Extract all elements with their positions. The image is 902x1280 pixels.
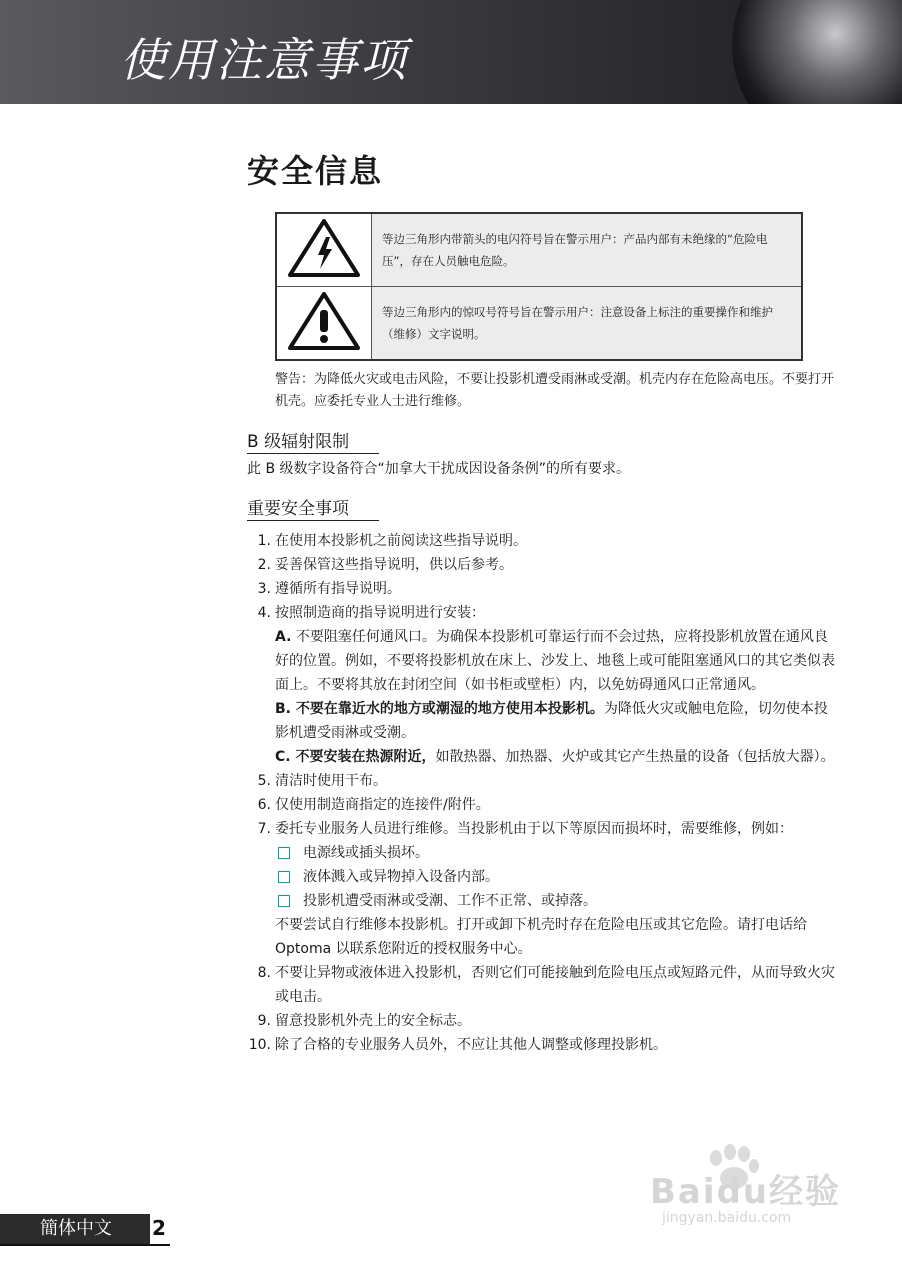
footer-divider	[0, 1244, 170, 1246]
lightning-cell	[276, 213, 372, 287]
warning-paragraph: 警告：为降低火灾或电击风险，不要让投影机遭受雨淋或受潮。机壳内存在危险高电压。不要打开机壳。应委托专业人士进行维修。	[275, 372, 835, 409]
item7-note: 不要尝试自行维修本投影机。打开或卸下机壳时存在危险电压或其它危险。请打电话给 Optoma 以联系您附近的授权服务中心。	[275, 917, 807, 957]
sub-item-c: C. 不要安装在热源附近，如散热器、加热器、火炉或其它产生热量的设备（包括放大器）。	[275, 749, 835, 765]
table-row	[276, 213, 802, 287]
list-item: 3. 遵循所有指导说明。	[257, 581, 401, 597]
lightning-description: 等边三角形内带箭头的电闪符号旨在警示用户：产品内部有未绝缘的“危险电压”，存在人员触电危险。	[372, 213, 803, 287]
checkbox-icon	[278, 895, 290, 907]
projector-lens-graphic	[732, 0, 902, 104]
list-item: 2. 妥善保管这些指导说明，供以后参考。	[257, 557, 513, 573]
exclamation-cell	[276, 287, 372, 361]
sub-item-a: A. 不要阻塞任何通风口。为确保本投影机可靠运行而不会过热，应将投影机放置在通风良好的位置。例如，不要将投影机放在床上、沙发上、地毯上或可能阻塞通风口的其它类似表面上。不要将其放在封闭空间（如书柜或壁柜）内，以免妨碍通风口正常通风。	[275, 629, 835, 693]
class-b-text: 此 B 级数字设备符合“加拿大干扰成因设备条例”的所有要求。	[247, 461, 631, 477]
exclamation-warning-icon	[286, 290, 362, 352]
exclamation-description: 等边三角形内的惊叹号符号旨在警示用户：注意设备上标注的重要操作和维护（维修）文字说明。	[372, 287, 803, 361]
footer-page-number: 2	[152, 1216, 166, 1240]
checklist-item: 投影机遭受雨淋或受潮、工作不正常、或掉落。	[275, 889, 837, 913]
checklist-item: 电源线或插头损坏。	[275, 841, 837, 865]
list-item: 10. 除了合格的专业服务人员外，不应让其他人调整或修理投影机。	[248, 1037, 667, 1053]
warning-symbols-table	[275, 212, 803, 361]
baidu-watermark	[642, 1142, 852, 1242]
important-safety-title: 重要安全事项	[247, 494, 379, 521]
list-item: 9. 留意投影机外壳上的安全标志。	[257, 1013, 471, 1029]
damage-checklist	[275, 841, 837, 913]
section-title: 安全信息	[247, 152, 384, 190]
checkbox-icon	[278, 871, 290, 883]
watermark-url: jingyan.baidu.com	[662, 1210, 792, 1226]
safety-list	[247, 529, 837, 1057]
sub-item-b: B. 不要在靠近水的地方或潮湿的地方使用本投影机。为降低火灾或触电危险，切勿使本投影机遭受雨淋或受潮。	[275, 701, 828, 741]
list-item: 5. 清洁时使用干布。	[257, 773, 387, 789]
header-banner	[0, 0, 902, 104]
class-b-title: B 级辐射限制	[247, 427, 379, 454]
main-content	[247, 140, 837, 1057]
checklist-item: 液体溅入或异物掉入设备内部。	[275, 865, 837, 889]
footer-language-label: 簡体中文	[0, 1214, 150, 1244]
table-row	[276, 287, 802, 361]
list-item: 4. 按照制造商的指导说明进行安装： A. 不要阻塞任何通风口。为确保本投影机可靠运行而不会过热，应将投影机放置在通风良好的位置。例如，不要将投影机放在床上、沙发上、地毯上或可能阻塞通风口的其它类似表面上。不要将其放在封闭空间（如书柜或壁柜）内，以免妨碍通风口正常通风。 B. 不要在靠近水的地方或潮湿的地方使用本投影机。为降低火灾或触电危险，切勿使本投影机遭受雨淋或受潮。 C. 不要安装在热源附近，如散热器、加热器、火炉或其它产生热量的设备（包括放大器）。	[247, 601, 837, 769]
watermark-logo: Baidu经验	[650, 1172, 842, 1212]
list-item: 8. 不要让异物或液体进入投影机，否则它们可能接触到危险电压点或短路元件，从而导致火灾或电击。	[257, 965, 835, 1005]
checkbox-icon	[278, 847, 290, 859]
list-item: 1. 在使用本投影机之前阅读这些指导说明。	[257, 533, 527, 549]
lightning-warning-icon	[286, 217, 362, 279]
page-header-title: 使用注意事项	[120, 33, 408, 87]
list-item: 7. 委托专业服务人员进行维修。当投影机由于以下等原因而损坏时，需要维修，例如： 电源线或插头损坏。 液体溅入或异物掉入设备内部。 投影机遭受雨淋或受潮、工作不正常、或掉落。 不要尝试自行维修本投影机。打开或卸下机壳时存在危险电压或其它危险。请打电话给 Optoma 以联系您附近的授权服务中心。	[247, 817, 837, 961]
list-item: 6. 仅使用制造商指定的连接件/附件。	[257, 797, 490, 813]
